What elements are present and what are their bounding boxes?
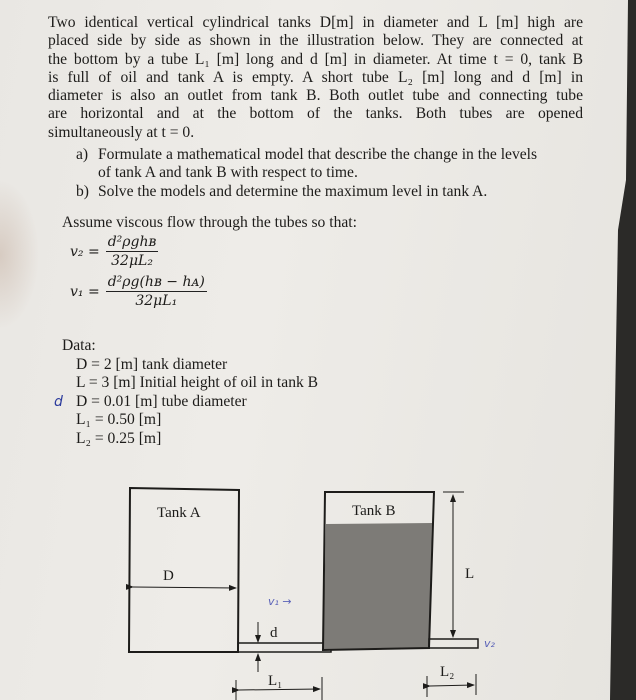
tube2-length-label: L₂ [440, 664, 455, 680]
l2-dimension-arrow [430, 685, 474, 686]
connecting-tube [238, 643, 331, 652]
equation-lhs: v₂ = [70, 243, 100, 260]
tank-a-label: Tank A [157, 505, 201, 521]
tube-diameter-label: d [270, 625, 278, 641]
data-heading: Data: [62, 337, 96, 354]
handwritten-correction: d [54, 393, 63, 410]
equation-lhs: v₁ = [70, 283, 100, 300]
task-marker: b) [76, 182, 89, 200]
data-row-text: D = 0.01 [m] tube diameter [76, 392, 247, 410]
assumption-intro: Assume viscous flow through the tubes so that: [62, 214, 357, 231]
task-text: Formulate a mathematical model that describe the change in the levels of tank A and tank B with respect to time. [98, 146, 538, 182]
problem-line: simultaneously at t = 0. [48, 123, 195, 141]
problem-line: is full of oil and tank A is empty. A short tube L₂ [m] long and d [m] in [48, 68, 583, 86]
problem-line: Two identical vertical cylindrical tanks D[m] in diameter and L [m] high are [48, 14, 583, 31]
data-row: L = 3 [m] Initial height of oil in tank B [76, 374, 319, 391]
data-row: D = 2 [m] tank diameter [76, 355, 228, 373]
task-text: Solve the models and determine the maximum level in tank A. [98, 182, 488, 200]
handwritten-v1: v₁ → [268, 595, 292, 608]
oil-fill [323, 523, 432, 650]
denominator: 32μL₁ [135, 293, 178, 309]
diameter-dimension-arrow [133, 587, 236, 588]
data-row: L₂ = 0.25 [m] [76, 429, 162, 447]
height-label: L [465, 566, 475, 582]
handwritten-v2: v₂ [484, 637, 495, 650]
denominator: 32μL₂ [111, 253, 153, 269]
numerator: d²ρg(hʙ − hᴀ) [107, 274, 205, 290]
numerator: d²ρghʙ [107, 234, 157, 250]
tube1-length-label: L₁ [268, 673, 283, 689]
problem-line: the bottom by a tube L₁ [m] long and d [m] in diameter. At time t = 0, tank B [48, 50, 583, 68]
problem-line: placed side by side as shown in the illustration below. They are connected at [48, 32, 583, 50]
data-row: L₁ = 0.50 [m] [76, 411, 162, 428]
problem-line: diameter is also an outlet from tank B. Both outlet tube and connecting tube [48, 87, 583, 105]
l1-dimension-arrow [239, 689, 320, 690]
outlet-tube [429, 639, 478, 648]
problem-line: are horizontal and at the bottom of the tanks. Both tubes are opened [48, 105, 583, 123]
tank-b-label: Tank B [352, 503, 396, 519]
diameter-label: D [163, 568, 174, 584]
task-marker: a) [76, 146, 89, 163]
